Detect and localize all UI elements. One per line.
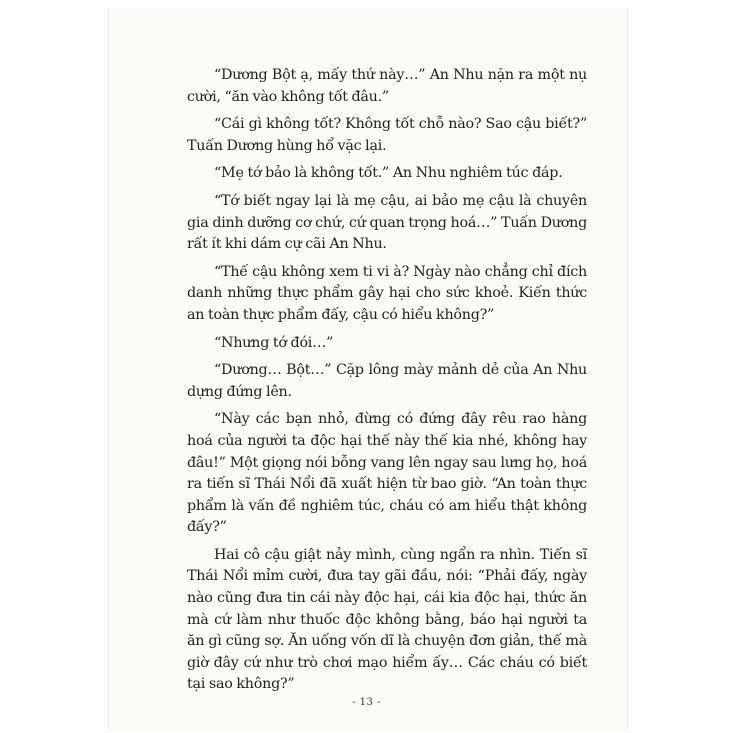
paragraph: “Cái gì không tốt? Không tốt chỗ nào? Sao cậu biết?” Tuấn Dương hùng hổ vặc lại. — [187, 116, 587, 154]
paragraph: “Này các bạn nhỏ, đừng có đứng đây rêu rao hàng hoá của người ta độc hại thế này thế kia nhé, không hay đâu!” Một giọng nói bỗng vang lên ngay sau lưng họ, hoá ra tiến sĩ Thái Nổi đã xuất hiện từ bao giờ. “An toàn thực phẩm là vấn đề nghiêm túc, cháu có am hiểu thật không đấy?” — [187, 411, 587, 536]
paragraph: Hai cô cậu giật nảy mình, cùng ngẩn ra nhìn. Tiến sĩ Thái Nổi mỉm cười, đưa tay gãi đầu, nói: “Phải đấy, ngày nào cũng đưa tin cái này độc hại, cái kia độc hại, thức ăn mà cứ làm như thuốc độc không bằng, báo hại người ta ăn gì cũng sợ. Ăn uống vốn dĩ là chuyện đơn giản, thế mà giờ đây cứ như trò chơi mạo hiểm ấy… Các cháu có biết tại sao không?” — [187, 546, 587, 693]
paragraph: “Mẹ tớ bảo là không tốt.” An Nhu nghiêm túc đáp. — [214, 165, 563, 182]
page-number: - 13 - — [352, 697, 381, 708]
paragraph: “Dương Bột ạ, mấy thứ này…” An Nhu nặn ra một nụ cười, “ăn vào không tốt đâu.” — [187, 67, 587, 105]
paragraph: “Dương… Bột…” Cặp lông mày mảnh dẻ của An Nhu dựng đứng lên. — [187, 362, 587, 400]
page-text — [187, 65, 587, 702]
paragraph: “Thế cậu không xem ti vi à? Ngày nào chẳng chỉ đích danh những thực phẩm gây hại cho sức khoẻ. Kiến thức an toàn thực phẩm đấy, cậu có hiểu không?” — [187, 263, 587, 323]
paragraph: “Tớ biết ngay lại là mẹ cậu, ai bảo mẹ cậu là chuyên gia dinh dưỡng cơ chứ, cứ quan trọng hoá…” Tuấn Dương rất ít khi dám cự cãi An Nhu. — [187, 192, 587, 253]
paragraph: “Nhưng tớ đói…” — [214, 334, 334, 351]
